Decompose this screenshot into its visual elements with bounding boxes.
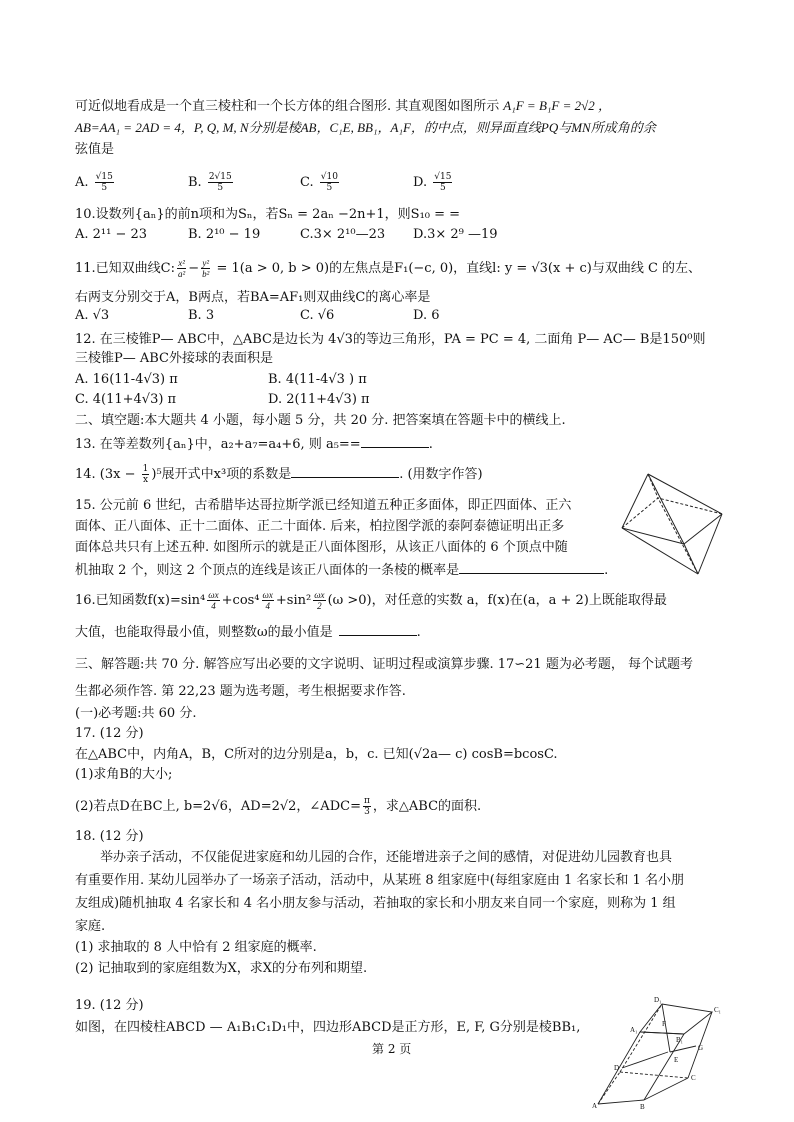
q19-header: 19. (12 分)	[75, 998, 144, 1013]
prism-label-b: B	[640, 1103, 645, 1110]
prism-label-e: E	[674, 1056, 679, 1064]
prism-label-d: D	[614, 1064, 620, 1072]
q12-option-b: B. 4(11-4√3 ) π	[268, 372, 367, 387]
section-solve-heading-line1: 三、解答题:共 70 分. 解答应写出必要的文字说明、证明过程或演算步骤. 17∽21 题为必考题， 每个试题考	[75, 657, 693, 672]
q9-line1: 可近似地看成是一个直三棱柱和一个长方体的组合图形. 其直观图如图所示 A₁F = B₁F = 2√2 ，	[75, 98, 611, 114]
q18-line4: 家庭.	[75, 919, 106, 934]
prism-label-a1: A₁	[630, 1026, 638, 1034]
q10-option-b: B. 2¹⁰ − 19	[188, 227, 261, 242]
q10-stem: 10.设数列{aₙ}的前n项和为Sₙ，若Sₙ = 2aₙ −2n+1，则S₁₀ = =	[75, 207, 461, 222]
q13: 13. 在等差数列{aₙ}中，a₂+a₇=a₄+6, 则 a₅== .	[75, 434, 433, 454]
q18-header: 18. (12 分)	[75, 829, 144, 844]
q14: 14. (3x − $\frac{1}{x}$ )⁵展开式中x³项的系数是 . (用数字作答)	[75, 464, 483, 485]
q15-line1: 15. 公元前 6 世纪，古希腊毕达哥拉斯学派已经知道五种正多面体，即正四面体、正六	[75, 498, 572, 513]
q11-line1: 11.已知双曲线C: $\frac{\text{x²}}{\text{a²}}$ − $\frac{\text{y²}}{\text{b²}}$ = 1(a > 0, b > 0)的左焦点是F₁(−c, 0)，直线l: y = √3(x + c)与双曲线 C 的左、	[75, 258, 702, 279]
section-fill-in-heading: 二、填空题:本大题共 4 小题，每小题 5 分，共 20 分. 把答案填在答题卡中的横线上.	[75, 413, 566, 428]
q12-option-d: D. 2(11+4√3) π	[268, 392, 370, 407]
q15-line3: 面体总共只有上述五种. 如图所示的就是正八面体图形，从该正八面体的 6 个顶点中随	[75, 540, 568, 555]
q17-stem: 在△ABC中，内角A，B，C所对的边分别是a，b，c. 已知(√2a— c) cosB=bcosC.	[75, 747, 558, 762]
prism-label-f: F	[662, 1020, 666, 1028]
prism-label-g: G	[698, 1044, 704, 1052]
page-footer: 第 2 页	[372, 1042, 412, 1056]
q9-option-b: B. $\frac{2√15}{5}$	[188, 172, 232, 193]
q11-option-a: A. √3	[75, 308, 110, 323]
q9-line3: 弦值是	[75, 142, 115, 157]
q12-line1: 12. 在三棱锥P— ABC中，△ABC是边长为 4√3的等边三角形，PA = PC = 4, 二面角 P— AC— B是150⁰则	[75, 332, 706, 347]
q15-line2: 面体、正八面体、正十二面体、正二十面体. 后来，柏拉图学派的泰阿泰德证明出正多	[75, 519, 565, 534]
q12-option-a: A. 16(11-4√3) π	[75, 372, 178, 387]
q11-line2: 右两支分别交于A，B两点，若BA=AF₁则双曲线C的离心率是	[75, 290, 431, 305]
q18-line1: 举办亲子活动，不仅能促进家庭和幼儿园的合作，还能增进亲子之间的感情，对促进幼儿园教育也具	[100, 850, 673, 865]
prism-label-d1: D₁	[654, 996, 662, 1004]
q19-stem: 如图，在四棱柱ABCD — A₁B₁C₁D₁中，四边形ABCD是正方形，E, F, G分别是棱BB₁,	[75, 1020, 581, 1035]
section-solve-heading-line3: (一)必考题:共 60 分.	[75, 706, 197, 721]
q18-line3: 友组成)随机抽取 4 名家长和 4 名小朋友参与活动，若抽取的家长和小朋友来自同一个家庭，则称为 1 组	[75, 896, 676, 911]
q12-option-c: C. 4(11+4√3) π	[75, 392, 177, 407]
prism-label-b1: B₁	[676, 1036, 684, 1044]
q10-option-a: A. 2¹¹ − 23	[75, 227, 148, 242]
q18-part2: (2) 记抽取到的家庭组数为X，求X的分布列和期望.	[75, 961, 368, 976]
prism-label-c1: C₁	[714, 1006, 722, 1014]
q9-option-a: A. $\frac{√15}{5}$	[75, 172, 113, 193]
q18-part1: (1) 求抽取的 8 人中恰有 2 组家庭的概率.	[75, 940, 317, 955]
section-solve-heading-line2: 生都必须作答. 第 22,23 题为选考题，考生根据要求作答.	[75, 684, 406, 699]
q10-option-d: D.3× 2⁹ —19	[413, 227, 498, 242]
q12-line2: 三棱锥P— ABC外接球的表面积是	[75, 351, 274, 366]
q9-option-c: C. $\frac{√10}{5}$	[300, 172, 338, 193]
q16-line1: 16.已知函数f(x)=sin⁴ $\frac{\omega x}{4}$ +cos⁴ $\frac{\omega x}{4}$ +sin² $\frac{\omega x}{2}$ (ω >0)，对任意的实数 a，f(x)在(a，a + 2)上既能取得最	[75, 590, 667, 611]
prism-label-a: A	[592, 1102, 598, 1110]
q17-part2: (2)若点D在BC上, b=2√6，AD=2√2，∠ADC= $\frac{\pi}{3}$ ，求△ABC的面积.	[75, 796, 482, 817]
q11-option-b: B. 3	[188, 308, 215, 323]
q15-line4: 机抽取 2 个，则这 2 个顶点的连线是该正八面体的一条棱的概率是 .	[75, 560, 608, 580]
q9-line2: AB=AA₁ = 2AD = 4，P, Q, M, N分别是棱AB，C₁E, BB₁，A₁F，的中点，则异面直线PQ与MN所成角的余	[75, 120, 656, 135]
q17-header: 17. (12 分)	[75, 726, 144, 741]
prism-label-c: C	[691, 1074, 696, 1082]
octahedron-figure	[618, 470, 728, 578]
q16-line2: 大值，也能取得最小值，则整数ω的最小值是 .	[75, 622, 421, 642]
q18-line2: 有重要作用. 某幼儿园举办了一场亲子活动，活动中，从某班 8 组家庭中(每组家庭由 1 名家长和 1 名小朋	[75, 873, 684, 888]
q10-option-c: C.3× 2¹⁰—23	[300, 227, 386, 242]
q9-option-d: D. $\frac{√15}{5}$	[413, 172, 452, 193]
q11-option-d: D. 6	[413, 308, 440, 323]
q17-part1: (1)求角B的大小;	[75, 767, 173, 782]
q11-option-c: C. √6	[300, 308, 335, 323]
prism-figure	[592, 990, 724, 1110]
